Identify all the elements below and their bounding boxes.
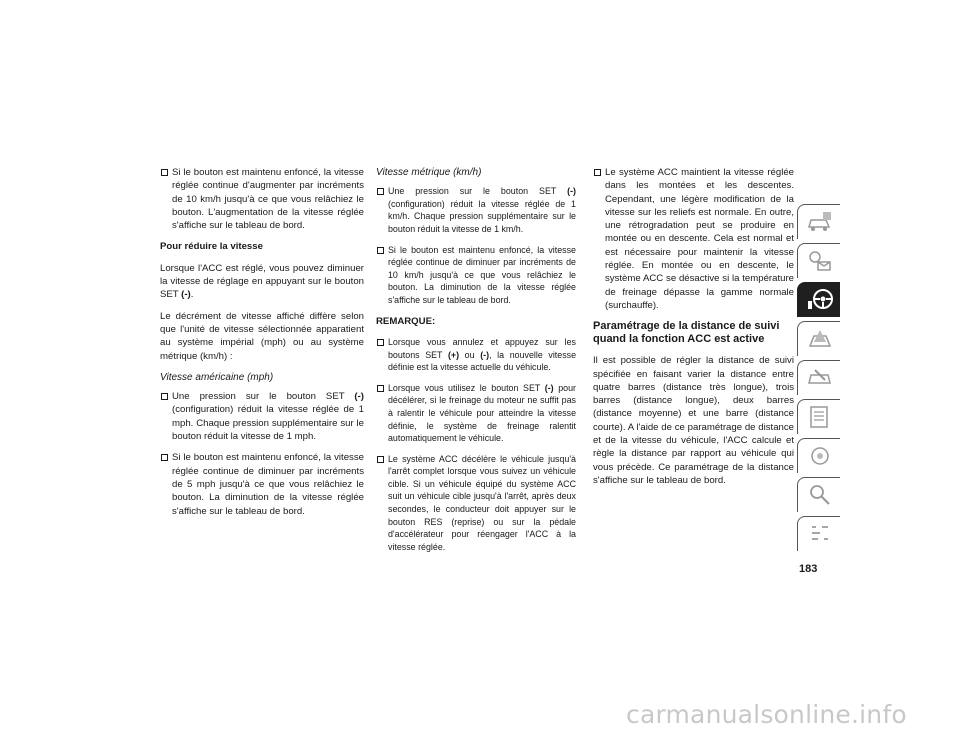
tab-multimedia[interactable] xyxy=(797,438,840,473)
subheading-us-speed: Vitesse américaine (mph) xyxy=(160,371,274,383)
text-bold: (-) xyxy=(544,382,554,393)
watermark: carmanualsonline.info xyxy=(626,700,907,729)
text: Lorsque l'ACC est réglé, vous pouvez diminuer la vitesse de réglage en appuyant sur le bouton SET xyxy=(160,262,364,301)
tab-index[interactable] xyxy=(797,516,840,551)
bullet-remark-decel xyxy=(376,382,576,445)
chapter-tabs xyxy=(797,204,840,555)
tab-emergency[interactable] xyxy=(797,321,840,356)
remark-heading: REMARQUE: xyxy=(376,315,436,327)
text: , la nouvelle vitesse définie est la vitesse actuelle du véhicule. xyxy=(388,349,577,373)
bullet-metric-press xyxy=(376,185,576,235)
paragraph-units: Le décrément de vitesse affiché diffère selon que l'unité de vitesse sélectionnée apparatient au système impérial (mph) ou au système métrique (km/h) : xyxy=(160,310,364,362)
text: Lorsque vous utilisez le bouton SET xyxy=(388,382,545,393)
column-middle xyxy=(376,166,576,561)
tab-warning-lights[interactable] xyxy=(797,243,840,278)
subheading-metric-speed: Vitesse métrique (km/h) xyxy=(376,167,482,178)
text: . xyxy=(190,289,194,301)
bullet-us-press xyxy=(160,390,364,443)
text-bold: (-) xyxy=(354,391,364,403)
text: pour décélérer, si le freinage du moteur ne suffit pas à ralentir le véhicule pour atteindre la vitesse définie, le système de freinage ralentit automatiquement le véhicule. xyxy=(388,382,576,444)
text: (configuration) réduit la vitesse réglée de 1 km/h. Chaque pression supplémentaire sur le bouton réduit la vitesse de 1 km/h. xyxy=(388,198,576,235)
bullet-metric-hold: Si le bouton est maintenu enfoncé, la vitesse réglée continue de diminuer par incréments de 10 km/h jusqu'à ce que vous relâchiez le bouton. La diminution de la vitesse réglée s'affiche sur le tableau de bord. xyxy=(376,244,576,307)
text-bold: (-) xyxy=(567,186,576,197)
bullet-hills: Le système ACC maintient la vitesse réglée dans les montées et les descentes. Cependant, une légère modification de la vitesse sur les reliefs est normale. En outre, une rétrogradation peut se produire en montée ou en descente. Cela est normal et est nécessaire pour maintenir la vitesse réglée. En montée ou en descente, le système ACC se désactive si la température de freinage dépasse la gamme normale (surchauffe). xyxy=(593,166,794,312)
search-icon xyxy=(806,482,834,508)
tab-steering-wheel[interactable] xyxy=(797,282,840,317)
bullet-increase-hold: Si le bouton est maintenu enfoncé, la vitesse réglée continue d'augmenter par incréments de 10 km/h jusqu'à ce que vous relâchiez le bouton. L'augmentation de la vitesse réglée s'affiche sur le tableau de bord. xyxy=(160,166,364,232)
text: ou xyxy=(459,349,481,360)
section-title-distance: Paramétrage de la distance de suivi quand la fonction ACC est active xyxy=(593,320,780,346)
column-right xyxy=(593,166,794,495)
multimedia-icon xyxy=(806,443,834,469)
car-info-icon xyxy=(806,209,834,235)
paragraph-distance: Il est possible de régler la distance de suivi spécifiée en faisant varier la distance entre quatre barres (distance très longue), trois barres (distance longue), deux barres (distance moyenne) et une barre (distance courte). A l'aide de ce paramétrage de distance et de la vitesse du véhicule, l'ACC calcule et règle la distance par rapport au véhicule qui vous précède. Ce paramétrage de la distance s'affiche sur le tableau de bord. xyxy=(593,355,794,486)
steering-wheel-icon xyxy=(806,287,834,313)
paragraph-reduce xyxy=(160,262,364,302)
text: Une pression sur le bouton SET xyxy=(172,391,355,403)
text: Une pression sur le bouton SET xyxy=(388,186,568,197)
text-bold: (-) xyxy=(181,289,191,301)
text: Lorsque vous annulez et appuyez sur les boutons SET xyxy=(388,336,576,360)
column-left xyxy=(160,166,364,526)
warning-lights-icon xyxy=(806,248,834,274)
text-bold: (-) xyxy=(480,349,490,360)
bullet-us-hold: Si le bouton est maintenu enfoncé, la vitesse réglée continue de diminuer par incréments de 5 mph jusqu'à ce que vous relâchiez le bouton. La diminution de la vitesse réglée s'affiche sur le tableau de bord. xyxy=(160,451,364,517)
tab-search[interactable] xyxy=(797,477,840,512)
text: (configuration) réduit la vitesse réglée de 1 mph. Chaque pression supplémentaire sur le bouton réduit la vitesse de 1 mph. xyxy=(172,404,364,443)
service-icon xyxy=(806,365,834,391)
bullet-remark-stop: Le système ACC décélère le véhicule jusqu'à l'arrêt complet lorsque vous suivez un véhicule cible. Si un véhicule équipé du système ACC suit un véhicule cible jusqu'à l'arrêt, après deux secondes, le conducteur doit appuyer sur le bouton RES (reprise) ou sur la pédale d'accélérateur pour réengager l'ACC à la vitesse réglée. xyxy=(376,453,576,554)
text-bold: (+) xyxy=(447,349,460,360)
page-number: 183 xyxy=(799,563,818,575)
heading-reduce-speed: Pour réduire la vitesse xyxy=(160,241,263,253)
bullet-remark-cancel xyxy=(376,336,576,374)
specs-icon xyxy=(806,404,834,430)
tab-specs[interactable] xyxy=(797,399,840,434)
index-icon xyxy=(806,521,834,547)
tab-car-info[interactable] xyxy=(797,204,840,239)
emergency-icon xyxy=(806,326,834,352)
tab-service[interactable] xyxy=(797,360,840,395)
